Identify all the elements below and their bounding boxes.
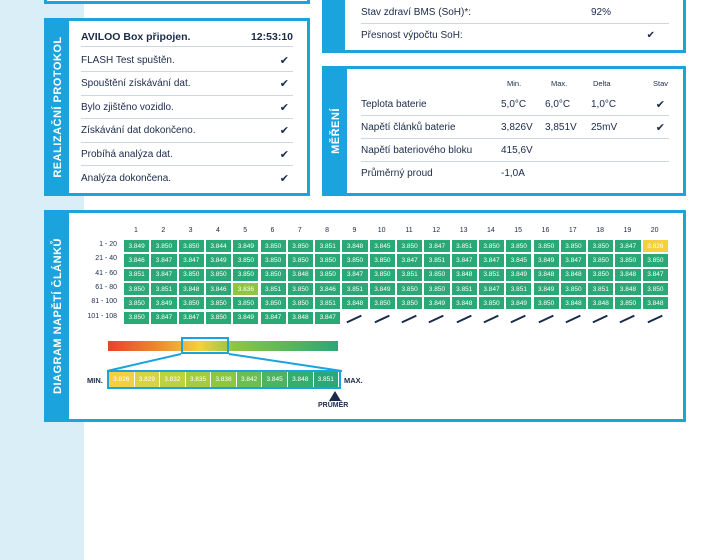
- protocol-step-row: [81, 96, 293, 119]
- cell-voltage: 3.850: [232, 296, 259, 310]
- header-delta: Delta: [593, 79, 611, 88]
- cell-voltage: 3.850: [587, 253, 614, 267]
- cell-voltage: 3.849: [505, 268, 532, 282]
- header-max: Max.: [551, 79, 568, 88]
- cell-voltage: 3.849: [205, 253, 232, 267]
- protocol-panel: [44, 18, 310, 196]
- scale-zoom-window: [181, 337, 229, 354]
- grid-row-header: 81 - 100: [91, 298, 117, 306]
- top-left-panel-stub: [44, 0, 310, 4]
- check-icon: ✔: [279, 148, 289, 161]
- cell-voltage: 3.850: [533, 239, 560, 253]
- soh-label: Stav zdraví BMS (SoH)*:: [361, 7, 472, 18]
- check-icon: ✔: [655, 121, 665, 134]
- grid-column-header: 4: [215, 227, 220, 234]
- cell-voltage: 3.851: [341, 282, 368, 296]
- cell-voltage: 3.847: [341, 268, 368, 282]
- scale-value-cell: 3.835: [186, 372, 212, 387]
- cell-voltage: 3.847: [451, 253, 478, 267]
- scale-value-cell: 3.838: [211, 372, 237, 387]
- protocol-header-row: [81, 27, 293, 47]
- check-icon: ✔: [279, 172, 289, 185]
- measurement-header: [325, 79, 683, 91]
- cell-voltage: 3.850: [178, 296, 205, 310]
- cell-voltage: 3.847: [178, 253, 205, 267]
- cell-voltage: 3.848: [287, 311, 314, 325]
- cell-voltage: 3.847: [178, 311, 205, 325]
- measurement-label: Napětí bateriového bloku: [361, 144, 473, 156]
- cell-voltage: 3.850: [478, 239, 505, 253]
- empty-cell-slash: [593, 314, 608, 322]
- measurement-min: 415,6V: [501, 144, 533, 156]
- cell-voltage: 3.851: [423, 253, 450, 267]
- cell-voltage: 3.847: [642, 268, 669, 282]
- measurement-delta: 1,0°C: [591, 98, 617, 110]
- header-stav: Stav: [653, 79, 669, 88]
- soh-accuracy-label: Přesnost výpočtu SoH:: [361, 29, 463, 41]
- cell-voltage: 3.849: [232, 311, 259, 325]
- cell-voltage: 3.848: [614, 268, 641, 282]
- soh-panel-side-bar: [325, 0, 345, 50]
- check-icon: ✔: [279, 125, 289, 137]
- cell-voltage: 3.848: [451, 268, 478, 282]
- measurement-max: 3,851V: [545, 121, 577, 133]
- check-icon: ✔: [646, 29, 655, 41]
- empty-cell-slash: [565, 314, 580, 322]
- cell-voltage: 3.851: [150, 282, 177, 296]
- cell-voltage: 3.850: [560, 239, 587, 253]
- cell-voltage: 3.850: [287, 253, 314, 267]
- cell-voltage: 3.851: [260, 282, 287, 296]
- scale-value-cell: 3.848: [288, 372, 314, 387]
- cell-voltage: 3.850: [232, 253, 259, 267]
- grid-column-header: 18: [596, 227, 604, 234]
- protocol-step-label: Získávání dat dokončeno.: [81, 125, 196, 136]
- grid-column-header: 10: [377, 227, 386, 234]
- scale-value-cell: 3.826: [109, 372, 135, 387]
- measurement-row: [361, 116, 669, 139]
- cell-voltage: 3.850: [123, 282, 150, 296]
- scale-value-cell: 3.832: [160, 372, 186, 387]
- grid-column-header: 11: [405, 227, 413, 234]
- check-icon: ✔: [655, 98, 665, 111]
- scale-max-label: MAX.: [344, 376, 363, 385]
- cell-voltage: 3.850: [287, 296, 314, 310]
- cell-voltage: 3.848: [451, 296, 478, 310]
- scale-value-cell: 3.842: [237, 372, 263, 387]
- cell-voltage: 3.847: [478, 253, 505, 267]
- empty-cell-slash: [511, 314, 526, 322]
- empty-cell-slash: [374, 314, 389, 322]
- measurement-delta: 25mV: [591, 121, 618, 133]
- cell-voltage: 3.850: [260, 296, 287, 310]
- cell-voltage: 3.850: [614, 296, 641, 310]
- cell-voltage: 3.847: [150, 268, 177, 282]
- cell-voltage: 3.849: [123, 239, 150, 253]
- cell-voltage: 3.847: [560, 253, 587, 267]
- cell-voltage: 3.850: [396, 296, 423, 310]
- scale-values: [107, 370, 341, 389]
- measurement-panel: [322, 66, 686, 196]
- cell-voltage: 3.848: [642, 296, 669, 310]
- cell-voltage: 3.844: [205, 239, 232, 253]
- cell-voltage: 3.850: [369, 268, 396, 282]
- cell-voltage: 3.850: [123, 311, 150, 325]
- grid-row-header: 1 - 20: [99, 241, 117, 248]
- empty-cell-slash: [538, 314, 553, 322]
- cell-voltage: 3.850: [287, 282, 314, 296]
- grid-column-header: 9: [352, 227, 357, 234]
- check-icon: ✔: [279, 101, 289, 114]
- cell-voltage: 3.850: [205, 311, 232, 325]
- measurement-min: 3,826V: [501, 121, 533, 133]
- protocol-header-time: 12:53:10: [250, 30, 293, 43]
- cell-voltage: 3.850: [369, 253, 396, 267]
- measurement-label: Napětí článků baterie: [361, 121, 456, 133]
- cell-voltage: 3.847: [614, 239, 641, 253]
- soh-panel: [322, 0, 686, 53]
- cell-voltage: 3.848: [341, 296, 368, 310]
- empty-cell-slash: [647, 314, 662, 322]
- cell-voltage: 3.849: [533, 253, 560, 267]
- cell-voltage: 3.848: [533, 268, 560, 282]
- cell-voltage: 3.851: [314, 296, 341, 310]
- cell-voltage: 3.848: [178, 282, 205, 296]
- grid-column-header: 14: [486, 227, 495, 234]
- empty-cell-slash: [456, 314, 471, 322]
- cell-voltage: 3.850: [614, 253, 641, 267]
- cell-voltage: 3.850: [587, 268, 614, 282]
- measurement-label: Průměrný proud: [361, 168, 433, 179]
- protocol-step-row: [81, 120, 293, 143]
- grid-column-header: 7: [297, 227, 302, 234]
- cell-voltage: 3.850: [587, 239, 614, 253]
- cell-voltage: 3.850: [123, 296, 150, 310]
- protocol-step-label: Analýza dokončena.: [81, 172, 172, 184]
- grid-column-header: 15: [514, 227, 523, 234]
- cell-voltage: 3.847: [314, 311, 341, 325]
- cell-voltage: 3.850: [178, 239, 205, 253]
- protocol-step-label: Spouštění získávání dat.: [81, 78, 191, 89]
- empty-cell-slash: [347, 314, 362, 322]
- cell-voltage: 3.850: [505, 239, 532, 253]
- cell-voltage: 3.849: [505, 296, 532, 310]
- scale-min-label: MIN.: [87, 376, 103, 385]
- measurement-min: -1,0A: [501, 168, 525, 179]
- cell-voltage: 3.850: [396, 239, 423, 253]
- cell-voltage: 3.850: [232, 268, 259, 282]
- average-label: PRŮMĚR: [318, 402, 349, 409]
- cell-voltage: 3.851: [451, 239, 478, 253]
- cell-voltage: 3.850: [560, 282, 587, 296]
- grid-column-header: 16: [541, 227, 550, 234]
- cell-voltage: 3.850: [341, 253, 368, 267]
- cell-voltage: 3.848: [614, 282, 641, 296]
- cell-voltage: 3.849: [533, 282, 560, 296]
- cell-voltage: 3.847: [423, 239, 450, 253]
- check-icon: ✔: [279, 78, 289, 90]
- grid-row-header: 61 - 80: [95, 283, 117, 291]
- cell-voltage: 3.826: [642, 239, 669, 253]
- cell-voltage: 3.848: [287, 268, 314, 282]
- diagram-side-label: DIAGRAM NAPĚTÍ ČLÁNKŮ: [52, 238, 64, 394]
- cell-voltage: 3.851: [587, 282, 614, 296]
- grid-column-header: 13: [459, 227, 468, 234]
- empty-cell-slash: [401, 314, 416, 322]
- protocol-step-label: FLASH Test spuštěn.: [81, 54, 175, 66]
- grid-column-header: 12: [432, 227, 441, 234]
- grid-column-header: 6: [270, 227, 275, 234]
- scale-value-cell: 3.845: [262, 372, 288, 387]
- cell-voltage: 3.850: [150, 239, 177, 253]
- cell-voltage: 3.846: [314, 282, 341, 296]
- average-marker-icon: [329, 391, 341, 401]
- cell-voltage: 3.848: [560, 296, 587, 310]
- cell-voltage: 3.848: [560, 268, 587, 282]
- grid-column-header: 2: [161, 227, 166, 234]
- measurement-side-label: MĚŘENÍ: [330, 108, 342, 154]
- measurement-label: Teplota baterie: [361, 98, 427, 110]
- cell-voltage: 3.849: [150, 296, 177, 310]
- cell-voltage: 3.850: [642, 282, 669, 296]
- cell-voltage: 3.836: [232, 282, 259, 296]
- grid-row-header: 41 - 60: [95, 269, 117, 277]
- soh-value: 92%: [590, 7, 611, 18]
- protocol-step-row: [81, 49, 293, 72]
- cell-voltage: 3.845: [505, 253, 532, 267]
- scale-value-cell: 3.829: [135, 372, 161, 387]
- cell-voltage: 3.850: [205, 268, 232, 282]
- measurement-min: 5,0°C: [501, 98, 527, 110]
- header-min: Min.: [507, 79, 522, 88]
- grid-row-header: 21 - 40: [95, 255, 117, 263]
- cell-voltage: 3.851: [451, 282, 478, 296]
- grid-column-header: 1: [134, 227, 138, 234]
- protocol-step-row: [81, 167, 293, 190]
- scale-value-cell: 3.851: [314, 372, 340, 387]
- soh-row: [361, 2, 669, 24]
- measurement-row: [361, 93, 669, 116]
- grid-row-header: 101 - 108: [87, 312, 117, 320]
- cell-voltage: 3.850: [478, 296, 505, 310]
- cell-voltage: 3.847: [150, 253, 177, 267]
- cell-voltage: 3.847: [150, 311, 177, 325]
- cell-voltage: 3.846: [205, 282, 232, 296]
- empty-cell-slash: [429, 314, 444, 322]
- cell-voltage: 3.847: [396, 253, 423, 267]
- protocol-step-row: [81, 73, 293, 96]
- empty-cell-slash: [483, 314, 498, 322]
- cell-voltage: 3.849: [423, 296, 450, 310]
- cell-voltage: 3.848: [341, 239, 368, 253]
- cell-voltage: 3.850: [533, 296, 560, 310]
- cell-voltage: 3.851: [505, 282, 532, 296]
- cell-voltage: 3.850: [260, 253, 287, 267]
- grid-column-header: 5: [243, 227, 248, 234]
- cell-voltage: 3.850: [642, 253, 669, 267]
- cell-voltage: 3.850: [205, 296, 232, 310]
- cell-voltage: 3.850: [287, 239, 314, 253]
- grid-column-header: 3: [188, 227, 193, 234]
- cell-voltage: 3.850: [314, 268, 341, 282]
- cell-voltage: 3.845: [369, 239, 396, 253]
- cell-voltage: 3.851: [123, 268, 150, 282]
- cell-voltage: 3.847: [260, 311, 287, 325]
- cell-voltage: 3.847: [478, 282, 505, 296]
- cell-voltage: 3.850: [396, 282, 423, 296]
- cell-voltage: 3.850: [178, 268, 205, 282]
- protocol-side-bar: [47, 21, 69, 193]
- protocol-step-row: [81, 143, 293, 166]
- cell-voltage: 3.850: [369, 296, 396, 310]
- cell-voltage: 3.849: [369, 282, 396, 296]
- measurement-row: [361, 139, 669, 162]
- diagram-panel: [44, 210, 686, 422]
- grid-column-header: 19: [623, 227, 632, 234]
- grid-column-header: 8: [325, 227, 330, 234]
- measurement-max: 6,0°C: [545, 98, 571, 110]
- measurement-row: [361, 162, 669, 185]
- soh-accuracy-row: [361, 24, 669, 46]
- grid-column-header: 20: [650, 227, 659, 234]
- protocol-step-label: Bylo zjištěno vozidlo.: [81, 101, 174, 113]
- cell-voltage: 3.846: [123, 253, 150, 267]
- grid-column-header: 17: [568, 227, 577, 234]
- cell-voltage: 3.850: [423, 282, 450, 296]
- cell-voltage: 3.851: [314, 239, 341, 253]
- cell-voltage: 3.850: [423, 268, 450, 282]
- protocol-header-label: AVILOO Box připojen.: [81, 30, 191, 43]
- cell-voltage: 3.848: [587, 296, 614, 310]
- check-icon: ✔: [279, 54, 289, 67]
- empty-cell-slash: [620, 314, 635, 322]
- cell-voltage: 3.850: [314, 253, 341, 267]
- cell-voltage: 3.850: [260, 239, 287, 253]
- cell-voltage: 3.851: [396, 268, 423, 282]
- cell-voltage: 3.849: [232, 239, 259, 253]
- cell-voltage: 3.850: [260, 268, 287, 282]
- protocol-step-label: Probíhá analýza dat.: [81, 148, 173, 160]
- protocol-side-label: REALIZAČNÍ PROTOKOL: [52, 36, 64, 178]
- cell-voltage: 3.851: [478, 268, 505, 282]
